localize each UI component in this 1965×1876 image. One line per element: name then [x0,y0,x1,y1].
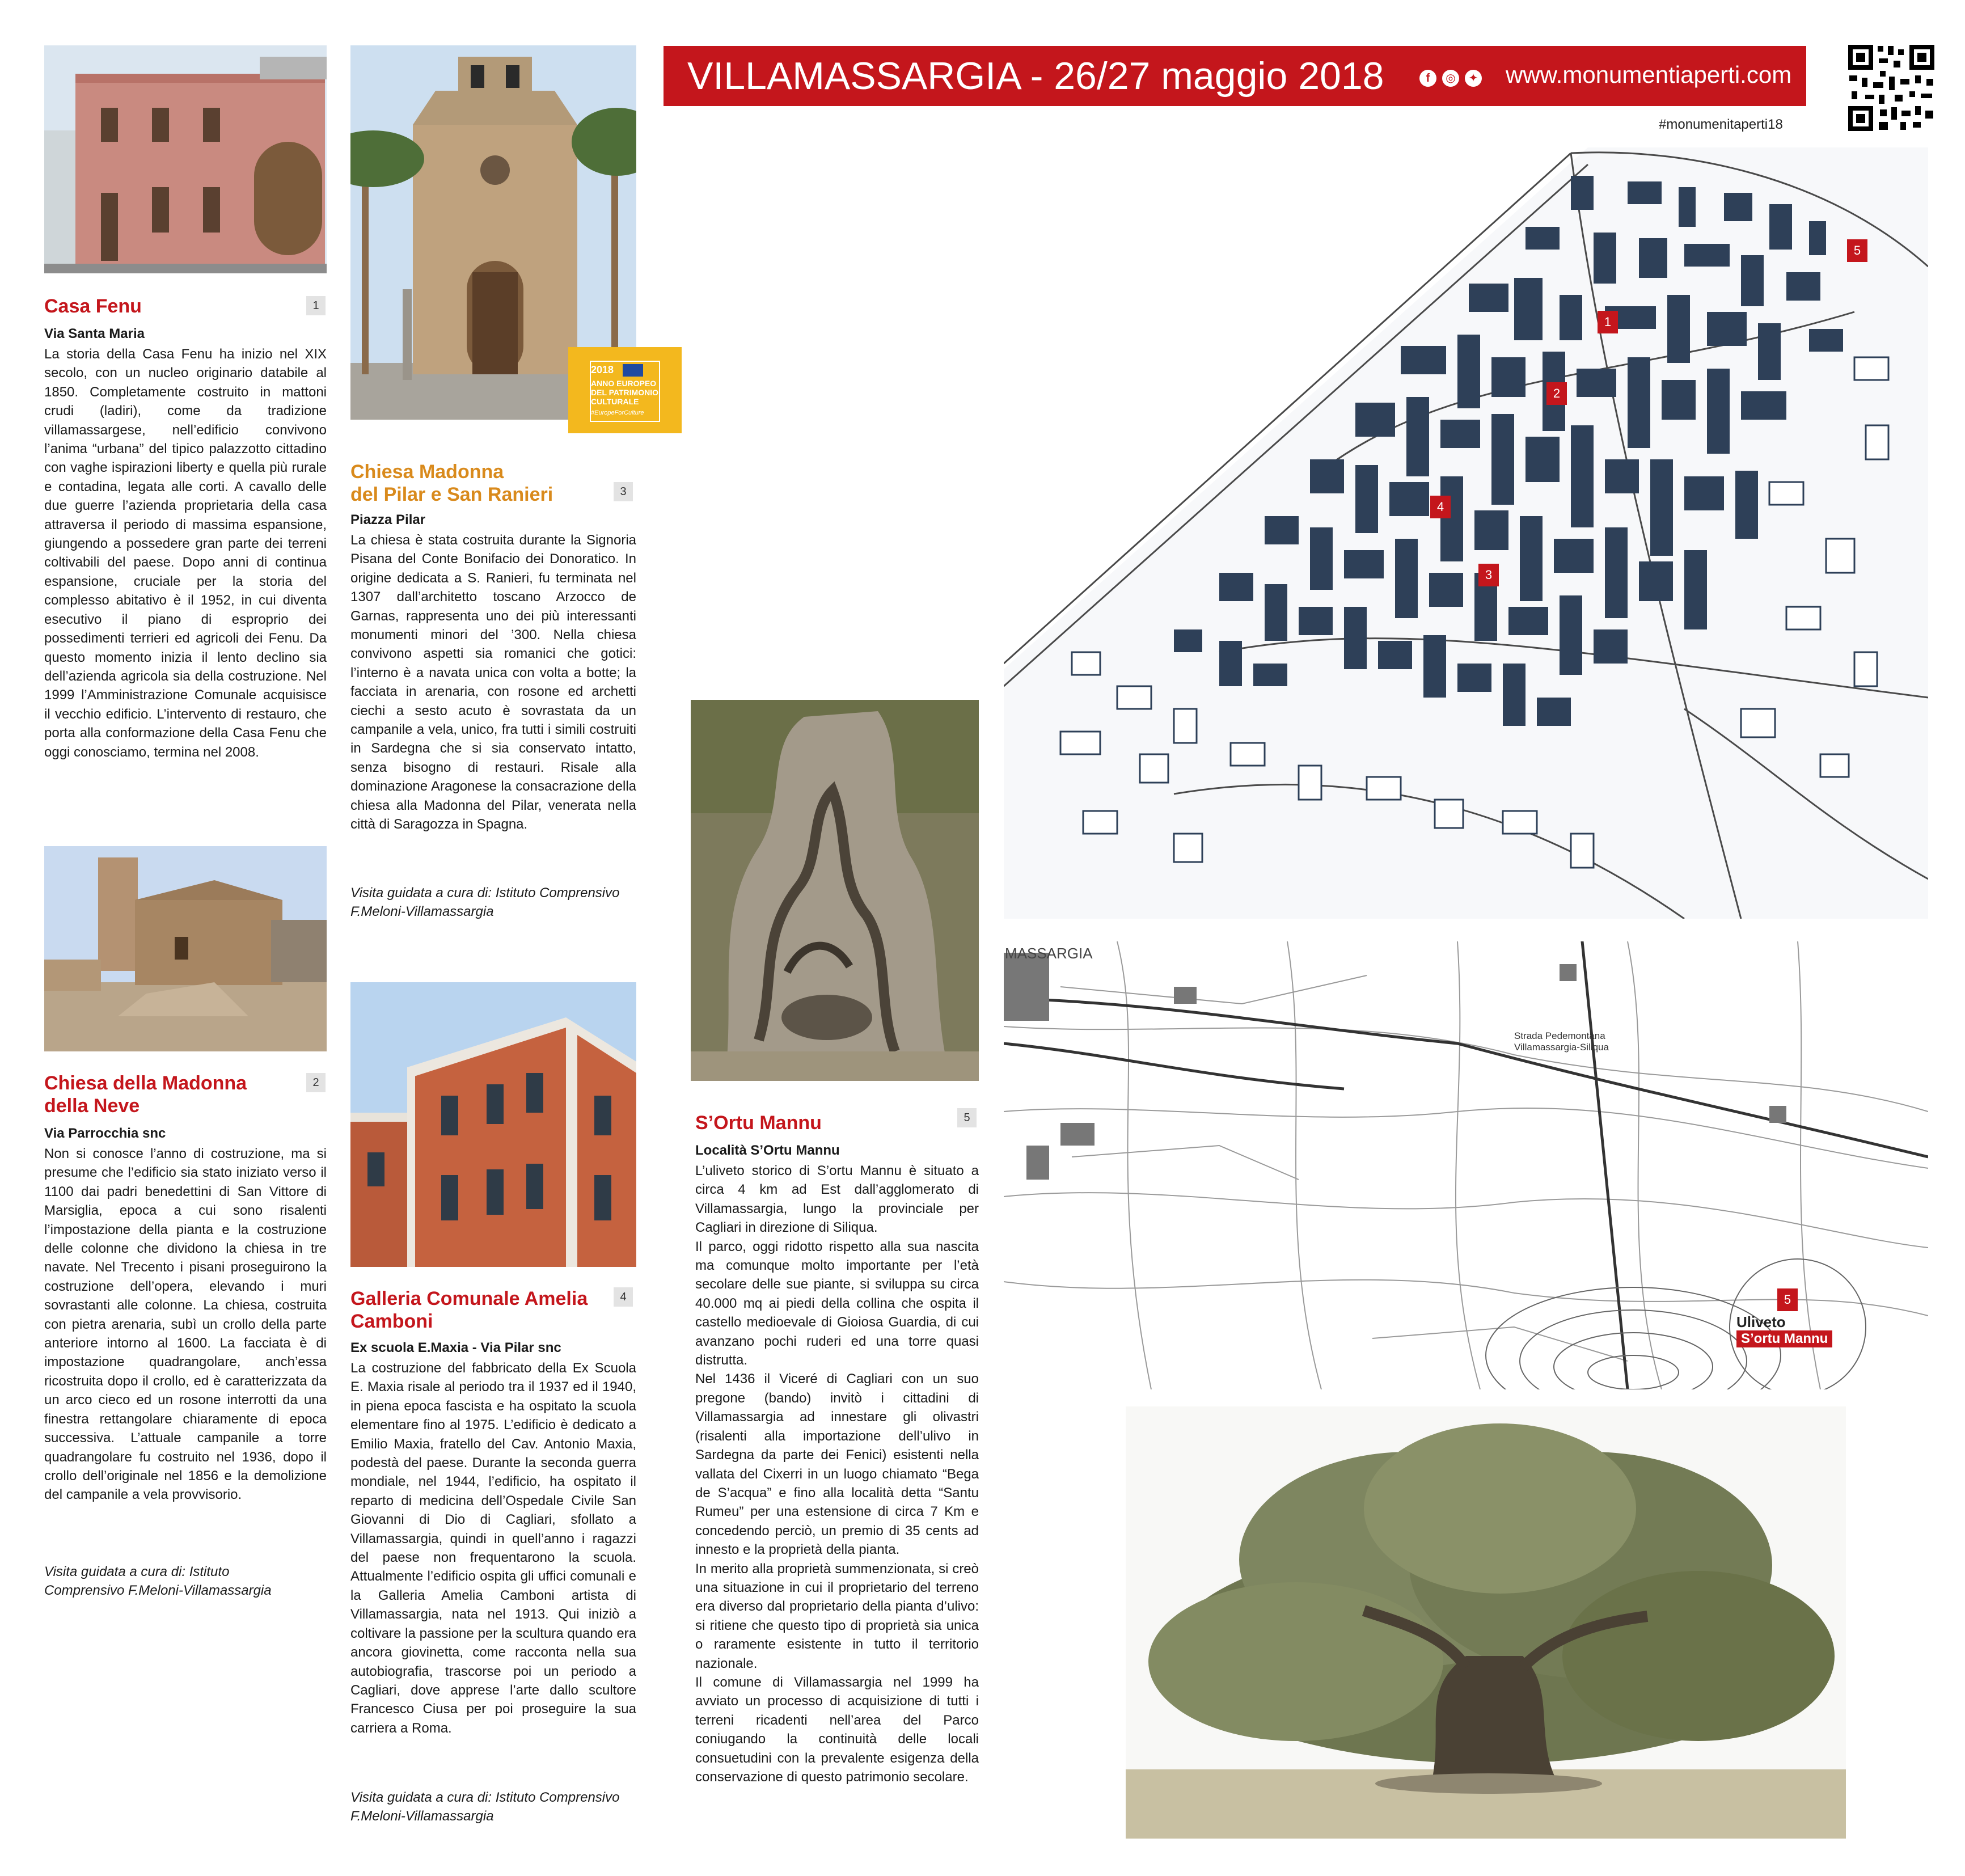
qr-code[interactable] [1846,43,1937,133]
madonna-neve-text: Non si conosce l’anno di costruzione, ma si presume che l’edificio sia stato iniziato verso il 1100 dai padri benedettini di San Vittore di Marsiglia, epoca a cui sono risalenti l’impostazione della pianta e la costruzione delle colonne che dividono la chiesa in tre navate. Nel Trecento i pisani proseguirono la costruzione dell’opera, elevando i muri sovrastanti alle colonne. La chiesa, costruita con pietra arenaria, subì un crollo della parte anteriore intorno al 1600. La facciata è di impostazione quadrangolare, anch’essa ricostruita dopo il crollo, ed è caratterizzata da un arco cieco ed un rosone interrotti da una finestra rettangolare chiaramente di epoca successiva. L’attuale campanile a torre quadrangolare fu costruito nel 1936, dopo il crollo dell’originale nel 1856 e la demolizione del campanile a vela provvisorio. [44,1146,327,1503]
casa-fenu-photo [44,45,327,273]
galleria-credit: Visita guidata a cura di: Istituto Comprensivo F.Meloni-Villamassargia [350,1790,620,1824]
casa-fenu-address: Via Santa Maria [44,326,145,341]
olive-tree-photo [1126,1406,1846,1839]
galleria-photo [350,982,636,1267]
town-map-marker-1[interactable]: 1 [1598,311,1618,333]
town-map-marker-5[interactable]: 5 [1847,239,1867,262]
madonna-neve-address: Via Parrocchia snc [44,1126,166,1141]
pilar-title-line2: del Pilar e San Ranieri [350,484,553,505]
town-map[interactable] [1004,142,1928,919]
area-map-road-label-1: Strada Pedemontana [1514,1030,1605,1041]
pilar-title-line1: Chiesa Madonna [350,461,504,483]
madonna-neve-title-line2: della Neve [44,1095,140,1117]
facebook-icon[interactable]: f [1419,70,1436,87]
sortu-mannu-title: S’Ortu Mannu [695,1112,822,1134]
area-map-place-badge[interactable]: S’ortu Mannu [1736,1330,1832,1347]
eu-badge-year: 2018 [591,364,614,375]
madonna-neve-credit: Visita guidata a cura di: Istituto Comprensivo F.Meloni-Villamassargia [44,1564,272,1599]
olive-trunk-photo [691,700,979,1081]
sortu-mannu-p3: Nel 1436 il Viceré di Cagliari con un suo pregone (bando) invitò i cittadini di Villamassargia ad innestare gli olivastri (risalenti alla importazione dell’ulivo in Sardegna da parte dei Fenici) esistenti nella vallata del Cixerri in un luogo chiamato “Bega de S’acqua” e fino alla località detta “Santu Rumeu” per una estensione di circa 7 Km e concedendo perciò, un premio di 35 cents ad innesto e la proprietà della pianta. [695,1371,979,1558]
casa-fenu-number: 1 [306,296,326,315]
casa-fenu-text: La storia della Casa Fenu ha inizio nel XIX secolo, con un nucleo originario databile al 1850. Completamente costruito in mattoni crudi (ladiri), come da tradizione villamassargese, nell’edificio convivono l’anima “urbana” del tipico palazzotto cittadino con vaghe ispirazioni liberty e quella più rurale e contadina, legata alle corti. A cavallo delle due guerre l’azienda proprietaria della casa attraversa il periodo di massima espansione, giungendo a possedere gran parte dei terreni coltivabili del paese. Dopo anni di continua espansione, cruciale per la storia del complesso abitativo è il 1952, in cui diventa esecutivo il piano di esproprio dei possedimenti terrieri ed agricoli dei Fenu. Da questo momento inizia il lento declino sia dell’azienda agricola sia della costruzione. Nel 1999 l’Amministrazione Comunale acquisisce il vecchio edificio. L’intervento di restauro, che porta alla conformazione della Casa Fenu che oggi conosciamo, termina nel 2008. [44,347,327,760]
pilar-text: La chiesa è stata costruita durante la Signoria Pisana del Conte Bonifacio dei Donoratico. In origine dedicata a S. Ranieri, fu terminata nel 1307 dall’architetto toscano Arzocco de Garnas, rappresenta uno dei più interessanti monumenti minori del ’300. Nella chiesa convivono aspetti sia romanici che gotici: l’interno è a navata unica con volta a botte; la facciata in arenaria, con rosone ed archetti ciechi a sesto acuto è sovrastata da un campanile a vela, unico, fra tutti i simili costruiti in Sardegna che si sia conservato intatto, senza bisogno di restauri. Risale alla dominazione Aragonese la consacrazione della chiesa alla Madonna del Pilar, venerata nella città di Saragozza in Spagna. [350,533,636,833]
header-title: VILLAMASSARGIA - 26/27 maggio 2018 [687,54,1384,98]
header-banner [664,46,1806,106]
sortu-mannu-address: Località S’Ortu Mannu [695,1143,840,1158]
pilar-address: Piazza Pilar [350,512,426,527]
twitter-icon[interactable]: ✦ [1465,70,1482,87]
area-map[interactable] [1004,941,1928,1389]
eu-badge-tag: #EuropeForCulture [591,409,644,416]
pilar-credit: Visita guidata a cura di: Istituto Comprensivo F.Meloni-Villamassargia [350,885,620,920]
area-map-town-label: MASSARGIA [1005,945,1093,962]
galleria-number: 4 [614,1287,633,1307]
casa-fenu-title: Casa Fenu [44,295,142,317]
sortu-mannu-p1: L’uliveto storico di S’ortu Mannu è situato a circa 4 km ad Est dall’agglomerato di Villamassargia, lungo la provinciale per Cagliari in direzione di Siliqua. [695,1163,979,1236]
eu-badge-line2: DEL PATRIMONIO [591,388,658,397]
eu-badge-line3: CULTURALE [591,397,639,406]
town-map-marker-2[interactable]: 2 [1546,382,1567,405]
sortu-mannu-number: 5 [957,1108,977,1127]
eu-flag-icon [623,364,643,377]
instagram-icon[interactable]: ◎ [1442,70,1459,87]
area-map-road-label-2: Villamassargia-Siliqua [1514,1042,1609,1053]
town-map-marker-4[interactable]: 4 [1430,496,1451,518]
area-map-marker-5[interactable]: 5 [1777,1288,1798,1311]
sortu-mannu-text [695,1161,979,1786]
sortu-mannu-p4: In merito alla proprietà summenzionata, si creò una situazione in cui il proprietario del terreno era diverso dal proprietario della pianta d’ulivo: si ritiene che questo tipo di proprietà sia unica o raramente esistente in tutto il territorio nazionale. [695,1561,979,1671]
galleria-address: Ex scuola E.Maxia - Via Pilar snc [350,1340,561,1355]
madonna-neve-title-line1: Chiesa della Madonna [44,1072,247,1094]
town-map-marker-3[interactable]: 3 [1478,564,1499,586]
sortu-mannu-p2: Il parco, oggi ridotto rispetto alla sua nascita ma comunque molto importante per l’età secolare delle sue piante, si sviluppa su circa 40.000 mq ai piedi della collina che ospita il castello medioevale di Gioiosa Guardia, di cui avanzano pochi ruderi ed una torre quasi distrutta. [695,1239,979,1368]
area-map-place-label: Uliveto [1736,1313,1786,1330]
galleria-title-line1: Galleria Comunale Amelia [350,1288,588,1309]
hashtag: #monumenitaperti18 [1659,117,1783,132]
website-link[interactable]: www.monumentiaperti.com [1506,61,1792,88]
eu-badge-line1: ANNO EUROPEO [591,379,657,388]
madonna-neve-photo [44,846,327,1051]
galleria-text: La costruzione del fabbricato della Ex Scuola E. Maxia risale al periodo tra il 1937 ed il 1940, in piena epoca fascista e ha ospitato la scuola elementare fino al 1975. L’edificio è dedicato a Emilio Maxia, fratello del Cav. Antonio Maxia, podestà del paese. Durante la seconda guerra mondiale, nel 1944, l’edificio, ha ospitato il reparto di medicina dell’Ospedale Civile San Giovanni di Dio di Cagliari, sfollato a Villamassargia, quindi in quell’anno i ragazzi del paese non frequentarono la scuola. Attualmente l’edificio ospita gli uffici comunali e la Galleria Amelia Camboni artista di Villamassargia, nata nel 1913. Qui iniziò a coltivare la passione per la scultura quando era ancora giovinetta, come racconta nella sua autobiografia, trascorse poi un periodo a Cagliari, dove apprese l’arte dallo scultore Francesco Ciusa per poi proseguire la sua carriera a Roma. [350,1360,636,1736]
madonna-neve-number: 2 [306,1073,326,1092]
pilar-number: 3 [614,482,633,501]
galleria-title-line2: Camboni [350,1311,433,1332]
sortu-mannu-p5: Il comune di Villamassargia nel 1999 ha avviato un processo di acquisizione di tutti i terreni ricadenti nell’area del Parco coniugando la continuità delle locali consuetudini con la prevalente esigenza della conservazione di questo patrimonio secolare. [695,1674,979,1785]
eu-heritage-badge [568,347,682,433]
